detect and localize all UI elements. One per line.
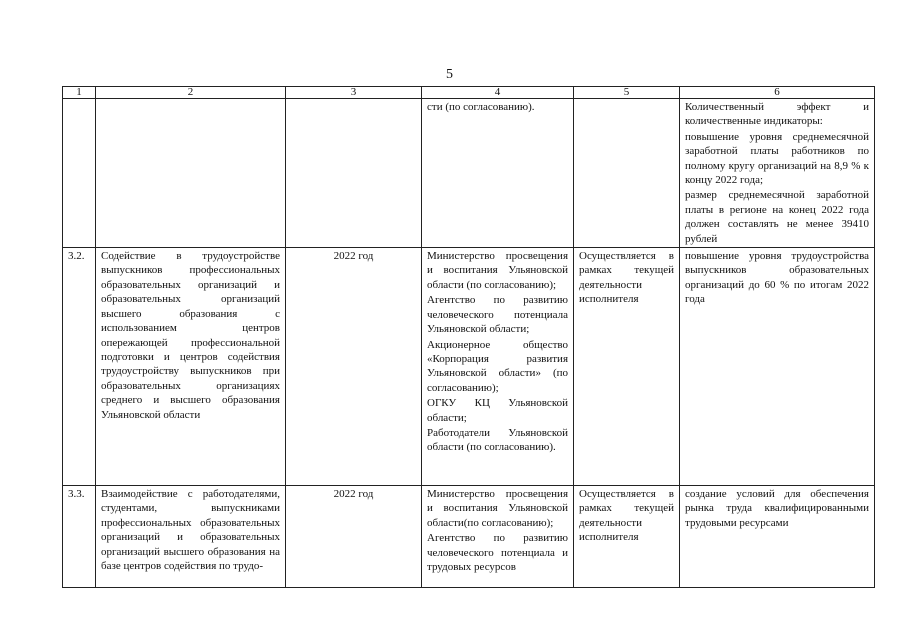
executor-item: Агентство по развитию человеческого потенциала и трудовых ресурсов bbox=[427, 532, 568, 574]
column-header: 4 bbox=[422, 87, 574, 99]
results-cell bbox=[680, 248, 875, 486]
column-header: 6 bbox=[680, 87, 875, 99]
executor-item: ОГКУ КЦ Ульяновской области; bbox=[427, 397, 568, 424]
results-cell bbox=[680, 99, 875, 248]
executor-item: Агентство по развитию человеческого потенциала Ульяновской области; bbox=[427, 294, 568, 336]
result-item: повышение уровня трудоустройства выпускников образовательных организаций до 60 % по итогам 2022 года bbox=[685, 250, 869, 306]
measure-cell bbox=[96, 99, 286, 248]
mechanism-cell: Осуществляется в рамках текущей деятельности исполнителя bbox=[574, 486, 680, 588]
executor-item: Министерство просвещения и воспитания Ульяновской области(по согласованию); bbox=[427, 488, 568, 529]
row-number: 3.2. bbox=[63, 248, 96, 486]
measure-cell: Содействие в трудоустройстве выпускников профессиональных образовательных организаций и образовательных организаций высшего образования с использованием центров опережающей профессиональной подготовки и центров содействия трудоустройству выпускников при образовательных организациях среднего и высшего образования Ульяновской области bbox=[96, 248, 286, 486]
executor-item: Министерство просвещения и воспитания Ульяновской области (по согласованию); bbox=[427, 250, 568, 291]
period-cell: 2022 год bbox=[286, 486, 422, 588]
mechanism-cell bbox=[574, 99, 680, 248]
table-row bbox=[63, 486, 875, 588]
page-number: 5 bbox=[446, 67, 453, 82]
column-header: 5 bbox=[574, 87, 680, 99]
measure-text: Взаимодействие с работодателями, студентами, выпускниками профессиональных образовательных организаций и образовательных организаций высшего образования на базе центров содействия по трудо- bbox=[101, 488, 280, 573]
executors-cell bbox=[422, 99, 574, 248]
plan-table bbox=[62, 86, 875, 588]
executor-item: Акционерное общество «Корпорация развития Ульяновской области» (по согласованию); bbox=[427, 338, 568, 394]
mechanism-cell: Осуществляется в рамках текущей деятельности исполнителя bbox=[574, 248, 680, 486]
results-cell bbox=[680, 486, 875, 588]
result-item: Количественный эффект и количественные индикаторы: bbox=[685, 101, 869, 128]
executor-item: сти (по согласованию). bbox=[427, 101, 535, 113]
column-header: 2 bbox=[96, 87, 286, 99]
result-item: размер среднемесячной заработной платы в регионе на конец 2022 года должен составлять не менее 39410 рублей bbox=[685, 189, 869, 245]
executor-item: Работодатели Ульяновской области (по согласованию). bbox=[427, 426, 568, 454]
header-row bbox=[63, 87, 875, 99]
executors-cell bbox=[422, 486, 574, 588]
result-item: повышение уровня среднемесячной заработной платы работников по полному кругу организаций на 8,9 % к концу 2022 года; bbox=[685, 130, 869, 187]
row-number: 3.3. bbox=[63, 486, 96, 588]
measure-cell bbox=[96, 486, 286, 588]
row-number bbox=[63, 99, 96, 248]
period-cell bbox=[286, 99, 422, 248]
table-row bbox=[63, 99, 875, 248]
period-cell: 2022 год bbox=[286, 248, 422, 486]
table-row bbox=[63, 248, 875, 486]
result-item: создание условий для обеспечения рынка труда квалифицированными трудовыми ресурсами bbox=[685, 488, 869, 529]
executors-clip bbox=[427, 487, 568, 583]
column-header: 1 bbox=[63, 87, 96, 99]
executors-cell bbox=[422, 248, 574, 486]
column-header: 3 bbox=[286, 87, 422, 99]
